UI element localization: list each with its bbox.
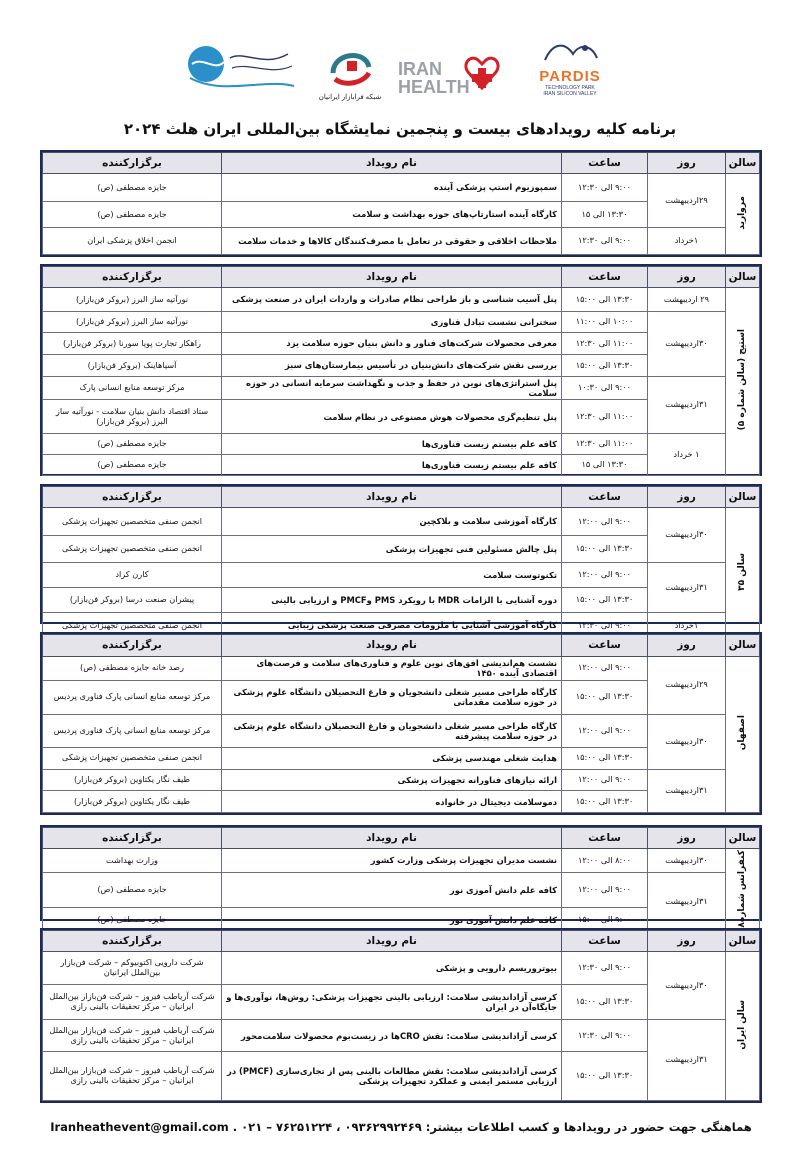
organizer-cell: مرکز توسعه منابع انسانی پارک فناوری پردیس xyxy=(43,714,222,747)
page-title: برنامه کلیه رویدادهای بیست و پنجمین نمایشگاه بین‌المللی ایران هلث ۲۰۲۴ xyxy=(123,120,677,138)
hall-cell xyxy=(726,508,760,639)
day-cell: ۳۰اردیبهشت xyxy=(648,714,726,769)
header-day: روز xyxy=(648,267,726,288)
time-cell: ۱۳:۳۰ الی ۱۵:۰۰ xyxy=(562,1052,648,1101)
organizer-cell: وزارت بهداشت xyxy=(43,849,222,873)
event-cell: دموسلامت دیجیتال در خانواده xyxy=(222,791,562,813)
time-cell: ۱۳:۳۰ الی ۱۵:۰۰ xyxy=(562,536,648,563)
event-cell: کارگاه طراحی مسیر شغلی دانشجویان و فارغ التحصیلان دانشگاه علوم پزشکی در حوزه سلامت پیشرفته xyxy=(222,714,562,747)
organizer-cell: طیف نگار یکتاوین (بروکر فن‌بازار) xyxy=(43,791,222,813)
header-time: ساعت xyxy=(562,487,648,508)
event-cell: کارگاه طراحی مسیر شغلی دانشجویان و فارغ التحصیلان دانشگاه علوم پزشکی در حوزه سلامت مقدماتی xyxy=(222,680,562,714)
organizer-cell: مرکز توسعه منابع انسانی پارک فناوری پردیس xyxy=(43,680,222,714)
header-hall: سالن xyxy=(726,635,760,657)
event-cell: کافه علم بیستم زیست فناوری‌ها xyxy=(222,434,562,455)
pardis-emblem-icon xyxy=(535,38,605,68)
time-cell: ۹:۰۰ الی ۱۲:۳۰ xyxy=(562,174,648,202)
time-cell: ۱۳:۳۰ الی ۱۵:۰۰ xyxy=(562,747,648,769)
header-time: ساعت xyxy=(562,828,648,849)
day-cell: ۳۱اردیبهشت xyxy=(648,1020,726,1101)
logo-bar xyxy=(0,0,800,118)
header-organizer: برگزارکننده xyxy=(43,267,222,288)
time-cell: ۹:۰۰ الی ۱۲:۳۰ xyxy=(562,613,648,639)
table-row xyxy=(43,377,760,400)
time-cell: ۱۳:۳۰ الی ۱۵:۰۰ xyxy=(562,355,648,377)
time-cell: ۱۳:۳۰ الی ۱۵:۰۰ xyxy=(562,984,648,1019)
organizer-cell: جایزه مصطفی (ص) xyxy=(43,908,222,932)
header-organizer: برگزارکننده xyxy=(43,153,222,174)
header-day: روز xyxy=(648,487,726,508)
organizer-cell: نورآتیه ساز البرز (بروکر فن‌بازار) xyxy=(43,312,222,333)
day-cell: ۳۰اردیبهشت xyxy=(648,952,726,1020)
header-hall: سالن xyxy=(726,267,760,288)
contact-footer: هماهنگی جهت حضور در رویدادها و کسب اطلاعات بیشتر: ۰۹۳۶۲۹۹۲۴۶۹ ، ۷۶۲۵۱۲۲۴ – ۰۲۱ . Iranheathevent@gmail.com xyxy=(50,1120,752,1134)
event-cell: نشست مدیران تجهیزات پزشکی وزارت کشور xyxy=(222,849,562,873)
header-event: نام رویداد xyxy=(222,931,562,952)
event-cell: کافه علم دانش آموزی نور xyxy=(222,873,562,908)
table-row xyxy=(43,434,760,455)
section-table xyxy=(40,825,762,928)
table-row xyxy=(43,656,760,680)
header-organizer: برگزارکننده xyxy=(43,487,222,508)
time-cell: ۹:۰۰ الی ۱۰:۳۰ xyxy=(562,377,648,400)
event-cell: هدایت شغلی مهندسی پزشکی xyxy=(222,747,562,769)
table-row xyxy=(43,174,760,202)
organizer-cell: انجمن صنفی متخصصین تجهیزات پزشکی xyxy=(43,613,222,639)
header-organizer: برگزارکننده xyxy=(43,635,222,657)
time-cell: ۱۳:۳۰ الی ۱۵ xyxy=(562,202,648,228)
organizer-cell: پیشران صنعت درسا (بروکر فن‌بازار) xyxy=(43,588,222,613)
header-day: روز xyxy=(648,828,726,849)
organizer-cell: راهکار تجارت پویا سورنا (بروکر فن‌بازار) xyxy=(43,333,222,355)
time-cell: ۹:۰۰ الی ۱۲:۰۰ xyxy=(562,769,648,791)
time-cell: ۱۱:۰۰ الی ۱۲:۳۰ xyxy=(562,333,648,355)
day-cell: ۱خرداد xyxy=(648,613,726,639)
organizer-cell: آسیاهاینک (بروکر فن‌بازار) xyxy=(43,355,222,377)
time-cell: ۱۳:۳۰ الی ۱۵ xyxy=(562,455,648,476)
event-cell: پنل چالش مسئولین فنی تجهیزات پزشکی xyxy=(222,536,562,563)
table-row xyxy=(43,714,760,747)
table-row xyxy=(43,312,760,333)
organizer-cell: رصد خانه جایزه مصطفی (ص) xyxy=(43,656,222,680)
hall-cell xyxy=(726,952,760,1101)
day-cell: ۲۹اردیبهشت xyxy=(648,656,726,714)
time-cell: ۹:۰۰ الی ۱۵:۰۰ xyxy=(562,908,648,932)
header-event: نام رویداد xyxy=(222,487,562,508)
hall-cell xyxy=(726,849,760,932)
day-cell: ۲۹اردیبهشت xyxy=(648,174,726,228)
day-cell: ۳۱اردیبهشت xyxy=(648,873,726,932)
organizer-cell: ستاد اقتصاد دانش بنیان سلامت - نورآتیه ساز البرز (بروکر فن‌بازار) xyxy=(43,400,222,434)
organizer-cell: انجمن صنفی متخصصین تجهیزات پزشکی xyxy=(43,536,222,563)
heart-plus-icon xyxy=(462,52,502,92)
time-cell: ۹:۰۰ الی ۱۲:۰۰ xyxy=(562,508,648,536)
header-day: روز xyxy=(648,635,726,657)
header-hall: سالن xyxy=(726,153,760,174)
event-cell: ارائه نیازهای فناورانه تجهیزات پزشکی xyxy=(222,769,562,791)
organizer-cell: کارن کراد xyxy=(43,563,222,588)
day-cell: ۱خرداد xyxy=(648,228,726,255)
header-hall: سالن xyxy=(726,487,760,508)
time-cell: ۹:۰۰ الی ۱۲:۳۰ xyxy=(562,228,648,255)
day-cell: ۳۱اردیبهشت xyxy=(648,377,726,434)
hall-cell xyxy=(726,656,760,812)
globe-emblem-icon xyxy=(184,38,300,98)
table-row xyxy=(43,952,760,984)
time-cell: ۱۱:۰۰ الی ۱۲:۳۰ xyxy=(562,400,648,434)
organizer-cell: شرکت آریاطب فیروز – شرکت فن‌بازار بین‌الملل ایرانیان – مرکز تحقیقات بالینی رازی xyxy=(43,984,222,1019)
header-organizer: برگزارکننده xyxy=(43,828,222,849)
organizer-cell: شرکت آریاطب فیروز – شرکت فن‌بازار بین‌الملل ایرانیان – مرکز تحقیقات بالینی رازی xyxy=(43,1052,222,1101)
header-time: ساعت xyxy=(562,153,648,174)
table-row xyxy=(43,873,760,908)
time-cell: ۱۳:۳۰ الی ۱۵:۰۰ xyxy=(562,288,648,312)
hall-name: مروارید xyxy=(737,195,748,230)
hall-name: اصفهان xyxy=(737,715,748,751)
iran-health-logo: IRAN HEALTH xyxy=(398,50,508,106)
event-cell: کافه علم بیستم زیست فناوری‌ها xyxy=(222,455,562,476)
header-event: نام رویداد xyxy=(222,267,562,288)
farabazar-emblem-icon xyxy=(325,43,375,91)
day-cell: ۱ خرداد xyxy=(648,434,726,476)
day-cell: ۳۰اردیبهشت xyxy=(648,849,726,873)
event-cell: بررسی نقش شرکت‌های دانش‌بنیان در تأسیس بیمارستان‌های سبز xyxy=(222,355,562,377)
day-cell: ۲۹ اردیبهشت xyxy=(648,288,726,312)
organizer-cell: طیف نگار یکتاوین (بروکر فن‌بازار) xyxy=(43,769,222,791)
organizer-cell: جایزه مصطفی (ص) xyxy=(43,174,222,202)
organizer-cell: نورآتیه ساز البرز (بروکر فن‌بازار) xyxy=(43,288,222,312)
section-table xyxy=(40,150,762,257)
farabazar-logo: شبکه فرابازار ایرانیان xyxy=(312,36,388,108)
event-cell: تکنوتوست سلامت xyxy=(222,563,562,588)
header-day: روز xyxy=(648,153,726,174)
time-cell: ۱۳:۳۰ الی ۱۵:۰۰ xyxy=(562,588,648,613)
table-row xyxy=(43,228,760,255)
time-cell: ۹:۰۰ الی ۱۲:۰۰ xyxy=(562,873,648,908)
time-cell: ۱۳:۳۰ الی ۱۵:۰۰ xyxy=(562,680,648,714)
event-cell: سمپوزیوم استپ پزشکی آینده xyxy=(222,174,562,202)
event-cell: پنل تنظیم‌گری محصولات هوش مصنوعی در نظام سلامت xyxy=(222,400,562,434)
header-event: نام رویداد xyxy=(222,153,562,174)
organizer-cell: جایزه مصطفی (ص) xyxy=(43,434,222,455)
event-cell: کارگاه آموزشی سلامت و بلاکچین xyxy=(222,508,562,536)
table-row xyxy=(43,769,760,791)
day-cell: ۳۱اردیبهشت xyxy=(648,769,726,812)
hall-cell xyxy=(726,288,760,476)
event-cell: کرسی آزاداندیشی سلامت: ارزیابی بالینی تجهیزات پزشکی: روش‌ها، نوآوری‌ها و جایگاه‌آن در ایران xyxy=(222,984,562,1019)
event-cell: بیوتروریسم دارویی و پزشکی xyxy=(222,952,562,984)
header-event: نام رویداد xyxy=(222,635,562,657)
time-cell: ۸:۰۰ الی ۱۲:۰۰ xyxy=(562,849,648,873)
organizer-cell: شرکت دارویی اکتوبیوکم – شرکت فن‌بازار بین‌الملل ایرانیان xyxy=(43,952,222,984)
event-cell: پنل آسیب شناسی و باز طراحی نظام صادرات و واردات ایران در صنعت پزشکی xyxy=(222,288,562,312)
event-cell: کارگاه آموزشی آشنایی با ملزومات مصرفی صنعت پزشکی زیبایی xyxy=(222,613,562,639)
event-cell: معرفی محصولات شرکت‌های فناور و دانش بنیان حوزه سلامت یزد xyxy=(222,333,562,355)
header-organizer: برگزارکننده xyxy=(43,931,222,952)
event-cell: کافه علم دانش آموزی نور xyxy=(222,908,562,932)
organizer-cell: جایزه مصطفی (ص) xyxy=(43,455,222,476)
time-cell: ۹:۰۰ الی ۱۲:۰۰ xyxy=(562,563,648,588)
header-day: روز xyxy=(648,931,726,952)
table-row xyxy=(43,849,760,873)
event-cell: نشست هم‌اندیشی افق‌های نوین علوم و فناوری‌های سلامت و فرصت‌های اقتصادی آینده ۱۴۵۰ xyxy=(222,656,562,680)
event-cell: پنل استراتژی‌های نوین در حفظ و جذب و نگهداشت سرمایه انسانی در حوزه سلامت xyxy=(222,377,562,400)
organizer-cell: مرکز توسعه منابع انسانی پارک xyxy=(43,377,222,400)
table-row xyxy=(43,508,760,536)
organizer-cell: جایزه مصطفی (ص) xyxy=(43,873,222,908)
section-table xyxy=(40,928,762,1103)
organizer-cell: انجمن اخلاق پزشکی ایران xyxy=(43,228,222,255)
day-cell: ۳۰اردیبهشت xyxy=(648,312,726,377)
header-time: ساعت xyxy=(562,635,648,657)
header-time: ساعت xyxy=(562,931,648,952)
time-cell: ۱۰:۰۰ الی ۱۱:۰۰ xyxy=(562,312,648,333)
table-row xyxy=(43,288,760,312)
organizer-cell: شرکت آریاطب فیروز – شرکت فن‌بازار بین‌الملل ایرانیان – مرکز تحقیقات بالینی رازی xyxy=(43,1020,222,1052)
time-cell: ۱۱:۰۰ الی ۱۲:۳۰ xyxy=(562,434,648,455)
hall-cell xyxy=(726,174,760,255)
event-cell: ملاحظات اخلاقی و حقوقی در تعامل با مصرف‌کنندگان کالاها و خدمات سلامت xyxy=(222,228,562,255)
pardis-logo: PARDIS TECHNOLOGY PARK IRAN SILICON VALLEY xyxy=(520,28,620,106)
event-cell: کارگاه آینده استارتاپ‌های حوزه بهداشت و سلامت xyxy=(222,202,562,228)
header-time: ساعت xyxy=(562,267,648,288)
section-table xyxy=(40,264,762,476)
day-cell: ۳۱اردیبهشت xyxy=(648,563,726,613)
section-table xyxy=(40,632,762,815)
event-cell: دوره آشنایی با الزامات MDR با رویکرد PMS وPMCF و ارزیابی بالینی xyxy=(222,588,562,613)
section-table xyxy=(40,484,762,631)
event-cell: کرسی آزاداندیشی سلامت: نقش مطالعات بالینی پس از تجاری‌سازی (PMCF) در ارزیابی مستمر ایمنی و عملکرد تجهیزات پزشکی xyxy=(222,1052,562,1101)
organizer-cell: جایزه مصطفی (ص) xyxy=(43,202,222,228)
hall-name: کنفرانس شماره۸ xyxy=(737,850,748,928)
header-hall: سالن xyxy=(726,828,760,849)
time-cell: ۱۳:۳۰ الی ۱۵:۰۰ xyxy=(562,791,648,813)
globe-logo xyxy=(184,38,300,98)
day-cell: ۳۰اردیبهشت xyxy=(648,508,726,563)
table-row xyxy=(43,1020,760,1052)
organizer-cell: انجمن صنفی متخصصین تجهیزات پزشکی xyxy=(43,508,222,536)
header-hall: سالن xyxy=(726,931,760,952)
time-cell: ۹:۰۰ الی ۱۲:۰۰ xyxy=(562,714,648,747)
hall-name: سالن ایران xyxy=(737,999,748,1050)
event-cell: سخنرانی نشست تبادل فناوری xyxy=(222,312,562,333)
hall-name: استیج (سالن شماره ۵) xyxy=(737,329,748,431)
organizer-cell: انجمن صنفی متخصصین تجهیزات پزشکی xyxy=(43,747,222,769)
event-cell: کرسی آزاداندیشی سلامت: نقش CROها در زیست‌بوم محصولات سلامت‌محور xyxy=(222,1020,562,1052)
time-cell: ۹:۰۰ الی ۱۲:۳۰ xyxy=(562,1020,648,1052)
hall-name: سالن ۳۵ xyxy=(737,552,748,591)
table-row xyxy=(43,563,760,588)
time-cell: ۹:۰۰ الی ۱۲:۳۰ xyxy=(562,952,648,984)
header-event: نام رویداد xyxy=(222,828,562,849)
time-cell: ۹:۰۰ الی ۱۲:۰۰ xyxy=(562,656,648,680)
